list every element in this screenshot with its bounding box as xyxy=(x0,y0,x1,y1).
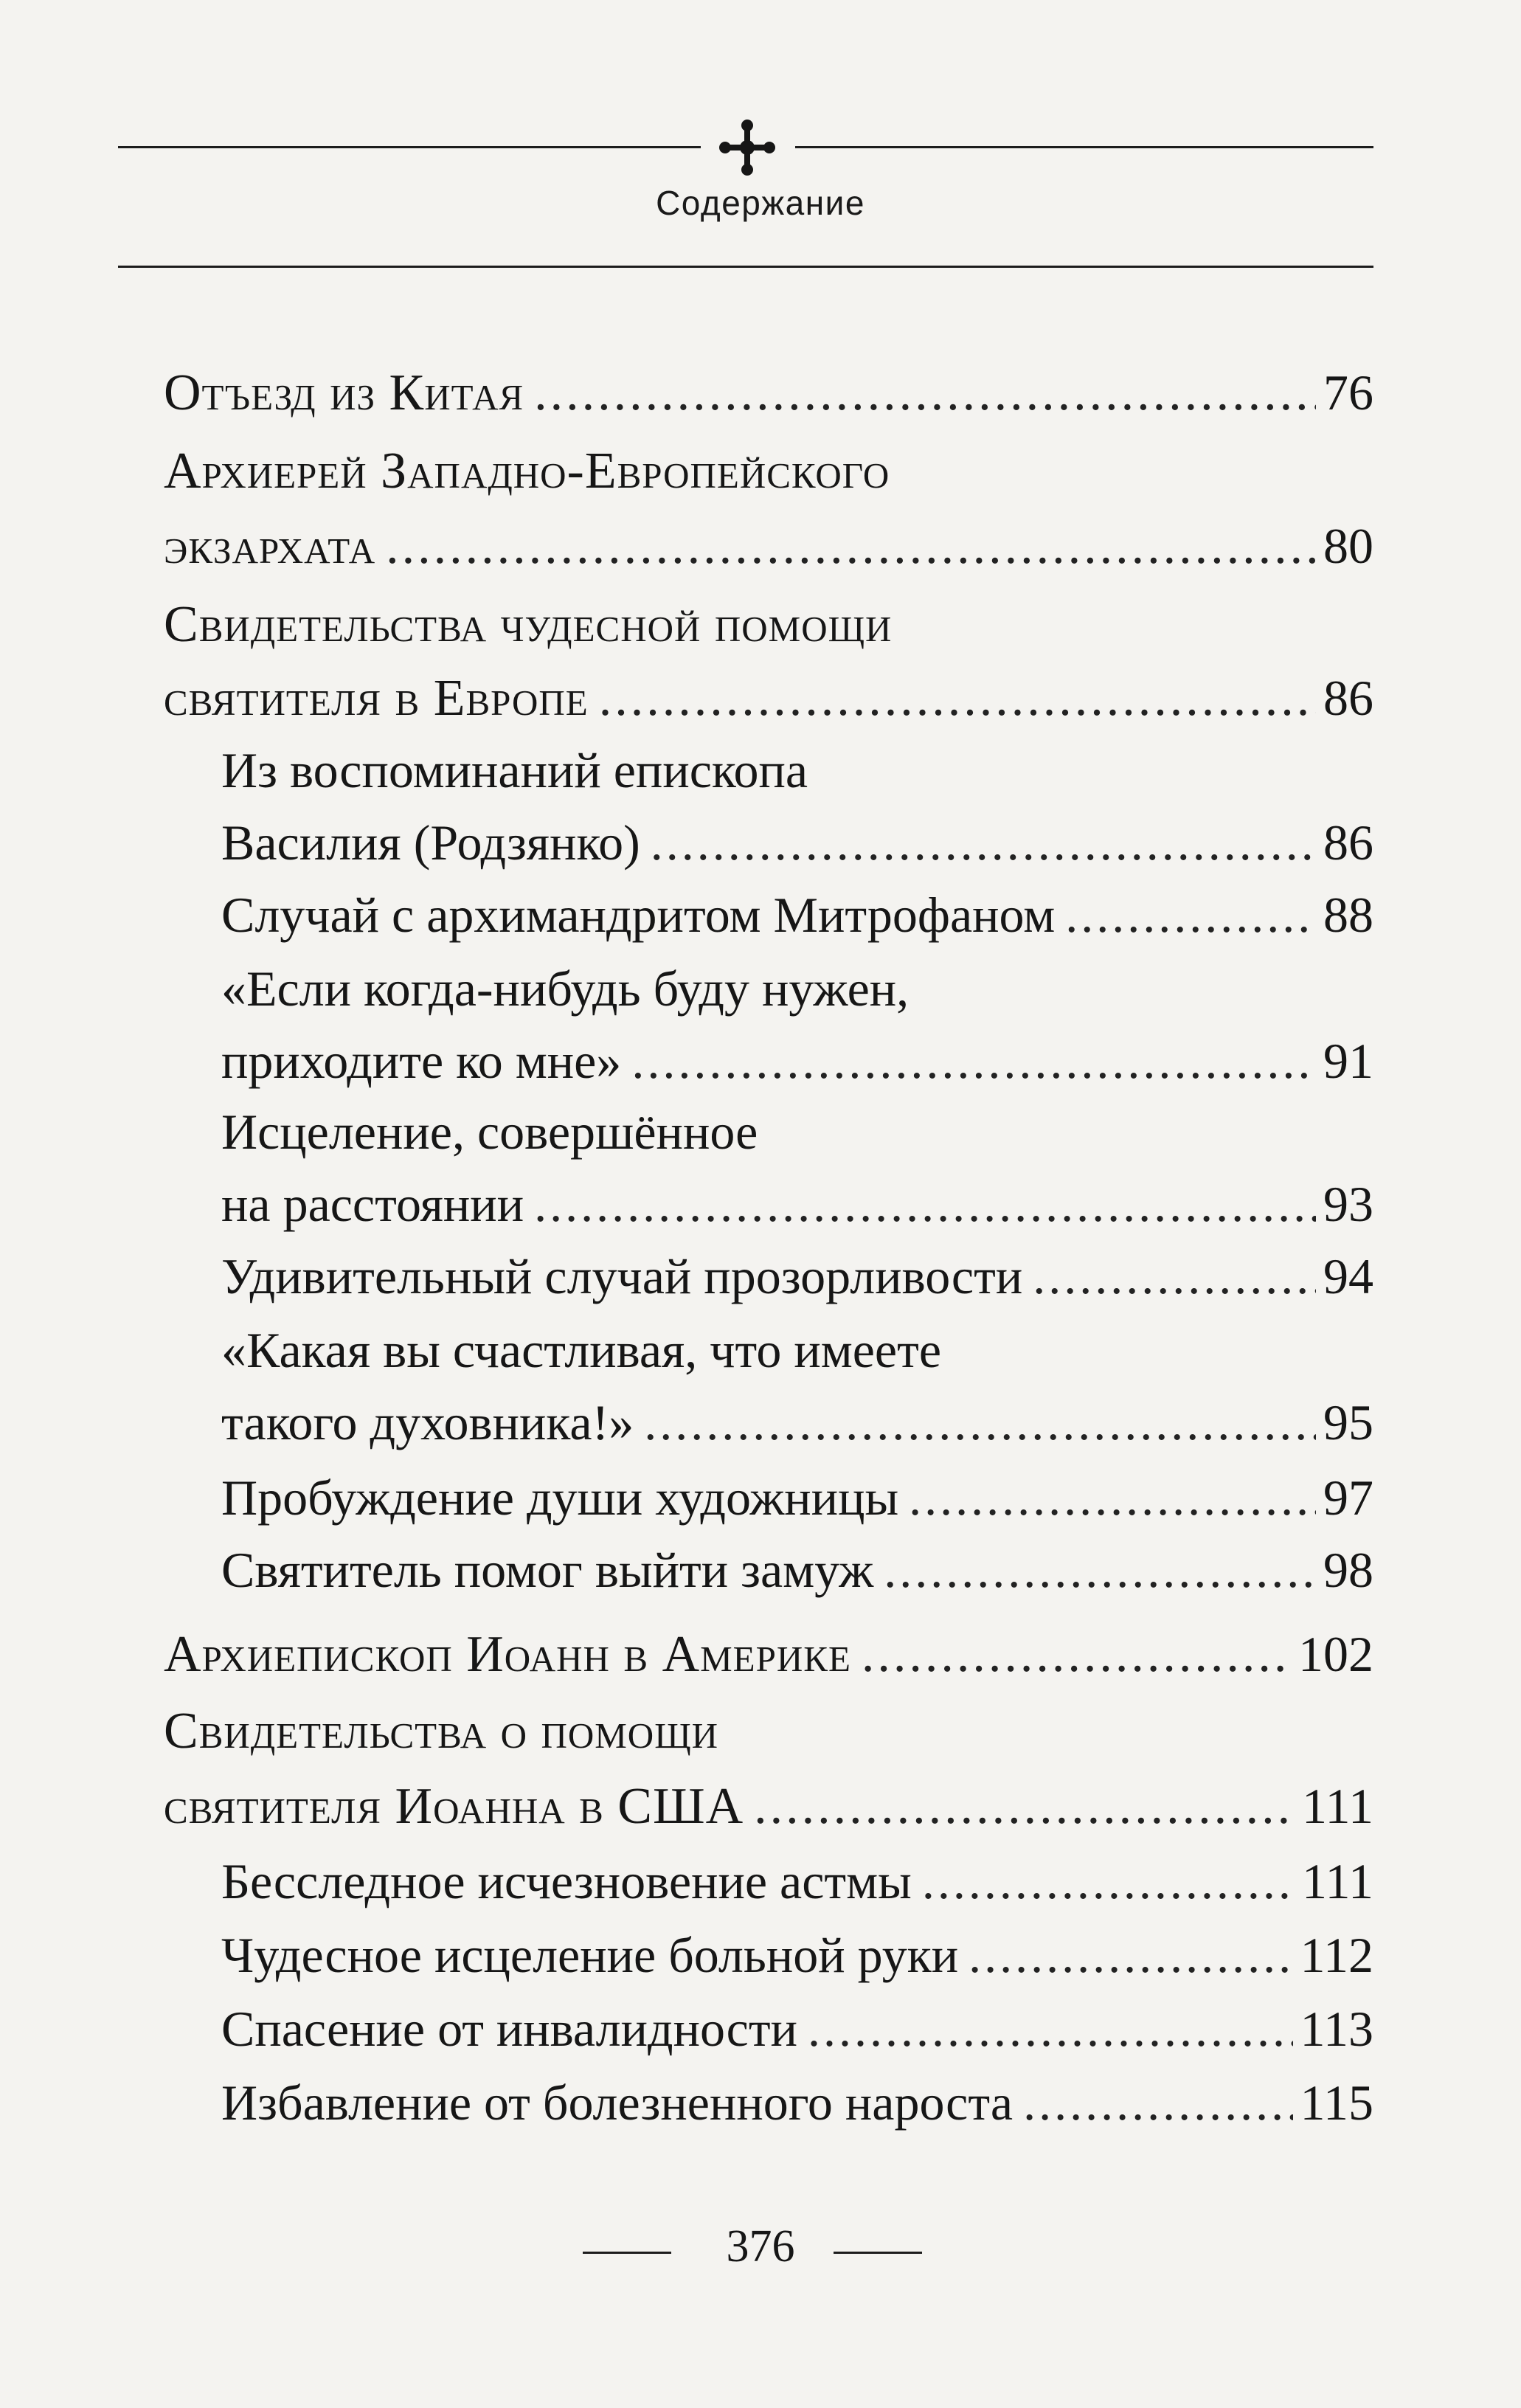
toc-leader xyxy=(922,1856,1295,1906)
header-rule-left xyxy=(118,146,701,148)
toc-page-number: 97 xyxy=(1323,1470,1373,1526)
toc-leader xyxy=(969,1930,1292,1980)
toc-page-number: 115 xyxy=(1300,2075,1373,2131)
toc-entry xyxy=(221,1176,1373,1232)
toc-page-number: 113 xyxy=(1300,2001,1373,2057)
header-rule-bottom xyxy=(118,266,1373,268)
toc-entry-title: приходите ко мне» xyxy=(221,1033,622,1089)
toc-entry-title: святителя Иоанна в США xyxy=(164,1778,744,1835)
toc-entry-title: Отъезд из Китая xyxy=(164,364,524,421)
toc-entry-title: Василия (Родзянко) xyxy=(221,814,640,871)
toc-leader xyxy=(909,1473,1316,1523)
toc-entry xyxy=(164,1626,1373,1683)
toc-page-number: 86 xyxy=(1323,814,1373,871)
toc-entry-title: Архиерей Западно-Европейского xyxy=(164,443,890,499)
toc-leader xyxy=(1033,1251,1316,1301)
toc-entry-title: Бесследное исчезновение астмы xyxy=(221,1853,912,1909)
toc-leader xyxy=(651,817,1316,868)
toc-leader xyxy=(754,1781,1295,1833)
toc-entry xyxy=(221,1248,1373,1304)
toc-page-number: 94 xyxy=(1323,1248,1373,1304)
toc-entry-title: Пробуждение души художницы xyxy=(221,1470,899,1526)
toc-leader xyxy=(862,1629,1291,1681)
toc-entry xyxy=(221,814,1373,871)
toc-entry xyxy=(221,1542,1373,1598)
toc-page-number: 98 xyxy=(1323,1542,1373,1598)
toc-entry xyxy=(221,742,1373,798)
toc-entry-title: Свидетельства чудесной помощи xyxy=(164,596,893,653)
header-rule-right xyxy=(795,146,1373,148)
page-number: 376 xyxy=(726,2221,795,2272)
toc-entry xyxy=(221,1322,1373,1378)
toc-leader xyxy=(599,673,1316,724)
toc-leader xyxy=(808,2004,1293,2054)
toc-page-number: 112 xyxy=(1300,1927,1373,1983)
toc-entry-title: Чудесное исцеление больной руки xyxy=(221,1927,959,1983)
toc-entry xyxy=(221,961,1373,1017)
toc-entry-title: Из воспоминаний епископа xyxy=(221,742,808,798)
toc-entry xyxy=(221,2001,1373,2057)
toc-entry xyxy=(221,1853,1373,1909)
toc-entry xyxy=(221,1033,1373,1089)
toc-page-number: 76 xyxy=(1323,364,1373,421)
toc-page-number: 86 xyxy=(1323,670,1373,726)
toc-page-number: 88 xyxy=(1323,887,1373,943)
toc-entry-title: Архиепископ Иоанн в Америке xyxy=(164,1626,851,1683)
toc-entry-title: Случай с архимандритом Митрофаном xyxy=(221,887,1056,943)
toc-entry xyxy=(221,1927,1373,1983)
toc-entry-title: Удивительный случай прозорливости xyxy=(221,1248,1023,1304)
toc-leader xyxy=(631,1036,1316,1086)
toc-page-number: 91 xyxy=(1323,1033,1373,1089)
toc-entry-title: экзархата xyxy=(164,518,376,575)
toc-entry-title: «Какая вы счастливая, что имеете xyxy=(221,1322,942,1378)
toc-entry-title: Избавление от болезненного нароста xyxy=(221,2075,1014,2131)
toc-entry-title: Спасение от инвалидности xyxy=(221,2001,797,2057)
toc-entry xyxy=(221,2075,1373,2131)
toc-entry xyxy=(164,596,1373,653)
toc-page-number: 95 xyxy=(1323,1394,1373,1450)
toc-entry xyxy=(164,364,1373,421)
toc-entry xyxy=(221,1470,1373,1526)
toc-page-number: 80 xyxy=(1323,518,1373,574)
toc-leader xyxy=(534,367,1316,419)
toc-leader xyxy=(1065,890,1316,940)
toc-entry xyxy=(164,670,1373,727)
toc-entry-title: святителя в Европе xyxy=(164,670,589,727)
toc-entry xyxy=(221,1104,1373,1160)
toc-entry xyxy=(221,887,1373,943)
toc-page-number: 111 xyxy=(1302,1853,1373,1909)
toc-entry xyxy=(164,1778,1373,1835)
toc-entry-title: Святитель помог выйти замуж xyxy=(221,1542,874,1598)
cross-ornament-icon xyxy=(718,118,777,177)
toc-page-number: 102 xyxy=(1298,1626,1373,1682)
toc-leader xyxy=(386,521,1316,572)
toc-page-number: 111 xyxy=(1302,1778,1373,1834)
toc-entry-title: «Если когда-нибудь буду нужен, xyxy=(221,961,910,1017)
toc-leader xyxy=(644,1397,1316,1447)
toc-entry-title: Исцеление, совершённое xyxy=(221,1104,758,1160)
toc-entry xyxy=(164,443,1373,499)
running-head: Содержание xyxy=(656,184,865,222)
toc-entry xyxy=(164,518,1373,575)
toc-entry-title: Свидетельства о помощи xyxy=(164,1703,719,1760)
toc-leader xyxy=(1023,2077,1292,2128)
toc-entry xyxy=(221,1394,1373,1450)
toc-entry-title: на расстоянии xyxy=(221,1176,524,1232)
toc-leader xyxy=(884,1545,1316,1595)
toc-entry-title: такого духовника!» xyxy=(221,1394,634,1450)
toc-page-number: 93 xyxy=(1323,1176,1373,1232)
toc-leader xyxy=(534,1179,1316,1229)
folio-dash-right xyxy=(834,2252,922,2254)
toc-entry xyxy=(164,1703,1373,1760)
